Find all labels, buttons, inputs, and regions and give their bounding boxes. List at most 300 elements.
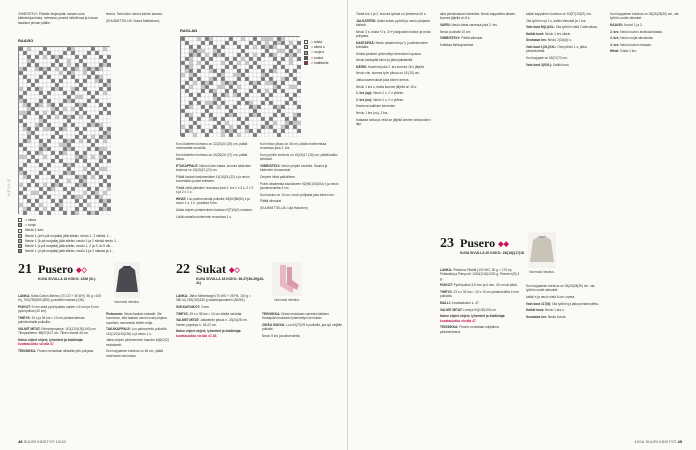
socks-photo	[272, 262, 302, 296]
chart-cell	[273, 89, 277, 93]
chart-cell	[19, 99, 23, 103]
chart-cell	[67, 99, 71, 103]
chart-cell	[229, 37, 233, 41]
chart-cell	[225, 101, 229, 105]
chart-cell	[31, 107, 35, 111]
para-heading: KÄRKI:	[356, 64, 368, 69]
chart-cell	[221, 53, 225, 57]
chart-cell	[201, 121, 205, 125]
chart-cell	[31, 175, 35, 179]
chart-cell	[249, 93, 253, 97]
chart-cell	[189, 121, 193, 125]
chart-cell	[43, 187, 47, 191]
chart-cell	[67, 155, 71, 159]
chart-cell	[293, 101, 297, 105]
chart-cell	[103, 103, 107, 107]
chart-cell	[237, 125, 241, 129]
para	[260, 142, 340, 151]
chart-cell	[107, 91, 111, 95]
chart-cell	[99, 115, 103, 119]
chart-cell	[95, 75, 99, 79]
para	[260, 175, 340, 179]
chart-cell	[27, 131, 31, 135]
chart-cell	[217, 121, 221, 125]
chart-cell	[205, 69, 209, 73]
chart-cell	[181, 41, 185, 45]
chart-cell	[51, 103, 55, 107]
chart-cell	[99, 195, 103, 199]
chart-cell	[249, 97, 253, 101]
chart-cell	[71, 95, 75, 99]
top-note	[106, 12, 168, 30]
chart-cell	[217, 109, 221, 113]
chart-cell	[71, 167, 75, 171]
chart-cell	[245, 125, 249, 129]
chart-cell	[83, 67, 87, 71]
chart-cell	[67, 91, 71, 95]
chart-cell	[185, 117, 189, 121]
chart-cell	[91, 75, 95, 79]
chart-cell	[87, 207, 91, 211]
chart-cell	[285, 77, 289, 81]
chart-cell	[99, 147, 103, 151]
legend-swatch	[18, 223, 22, 227]
chart-cell	[91, 59, 95, 63]
chart-cell	[257, 81, 261, 85]
chart-cell	[103, 75, 107, 79]
para-text: Jatka kavennukset joka toinen kerros.	[356, 77, 410, 82]
chart-cell	[71, 87, 75, 91]
issue-number: 10/16	[55, 439, 66, 444]
chart-cell	[23, 99, 27, 103]
para-text: Pusero neulotaan alhaalta ylös pohjana.	[37, 349, 95, 353]
chart-cell	[261, 133, 265, 137]
chart-cell	[269, 81, 273, 85]
chart-cell	[281, 77, 285, 81]
para-text: kaikki s ja neulo vielä 6 cm, lopeta.	[526, 295, 576, 299]
chart-cell	[91, 203, 95, 207]
chart-cell	[233, 77, 237, 81]
chart-cell	[265, 61, 269, 65]
top-note-text: teema. Tata luiton riemut kahvin kanssa.	[106, 12, 163, 16]
chart-cell	[103, 99, 107, 103]
chart-cell	[23, 183, 27, 187]
chart-cell	[249, 121, 253, 125]
chart-cell	[289, 117, 293, 121]
chart-cell	[31, 143, 35, 147]
chart-cell	[67, 59, 71, 63]
chart-cell	[47, 115, 51, 119]
para-text: Neulo toista varressa joka 2. krs.	[451, 23, 498, 27]
para-text: 23 s x 32 krs = 10 x 10 cm pintaneuletta 4 mm puikoilla.	[440, 290, 519, 299]
chart-cell	[71, 199, 75, 203]
chart-cell	[185, 77, 189, 81]
chart-cell	[47, 119, 51, 123]
chart-cell	[79, 67, 83, 71]
para	[356, 19, 434, 28]
chart-cell	[67, 171, 71, 175]
chart-cell	[281, 113, 285, 117]
chart-cell	[67, 107, 71, 111]
chart-cell	[245, 109, 249, 113]
chart-cell	[63, 195, 67, 199]
chart-cell	[67, 47, 71, 51]
para-heading: JALKATERÄ:	[356, 18, 377, 23]
chart-cell	[35, 91, 39, 95]
chart-cell	[67, 111, 71, 115]
chart-cell	[67, 211, 71, 215]
chart-cell	[293, 85, 297, 89]
chart-cell	[51, 87, 55, 91]
chart-cell	[107, 207, 111, 211]
chart-cell	[213, 125, 217, 129]
para	[356, 58, 434, 62]
chart-cell	[261, 97, 265, 101]
para	[18, 294, 102, 303]
chart-cell	[23, 55, 27, 59]
chart-cell	[209, 109, 213, 113]
chart-cell	[55, 123, 59, 127]
chart-cell	[253, 89, 257, 93]
chart-cell	[269, 129, 273, 133]
chart-cell	[245, 41, 249, 45]
legend-swatch	[18, 234, 22, 238]
para-link[interactable]: kuvataulukko sivulla 47.	[18, 342, 55, 347]
para-text: Luo palmunneulla puikoille 48(52)56(60) s ja neulo 1 s, 1 n -joustinta 5 krs.	[176, 197, 250, 206]
chart-cell	[67, 159, 71, 163]
chart-cell	[241, 77, 245, 81]
page-footer-right	[634, 439, 682, 444]
chart-cell	[55, 127, 59, 131]
chart-cell	[241, 109, 245, 113]
chart-cell	[261, 57, 265, 61]
chart-cell	[189, 109, 193, 113]
chart-cell	[209, 89, 213, 93]
chart-cell	[47, 139, 51, 143]
chart-cell	[193, 41, 197, 45]
chart-cell	[31, 207, 35, 211]
para-link[interactable]: kuvataulukko sivulla 47.	[440, 318, 477, 323]
chart-cell	[47, 159, 51, 163]
chart-cell	[185, 133, 189, 137]
para-text: Kun kädenten korkeus on 22(23)24 (25) cm, päätä molemmilta reunoilta.	[176, 142, 248, 151]
chart-cell	[99, 159, 103, 163]
chart-cell	[99, 103, 103, 107]
para-text: 3 mm.	[200, 305, 210, 309]
chart-cell	[273, 57, 277, 61]
para	[610, 36, 688, 40]
chart-cell	[63, 119, 67, 123]
chart-cell	[99, 127, 103, 131]
chart-cell	[237, 37, 241, 41]
chart-cell	[47, 167, 51, 171]
chart-cell	[181, 61, 185, 65]
chart-cell	[257, 69, 261, 73]
chart-cell	[265, 121, 269, 125]
chart-cell	[237, 97, 241, 101]
para-text: Neulo 5 krs joustinneuletta.	[262, 334, 301, 338]
para-heading: PUIKOT:	[440, 283, 453, 288]
chart-cell	[221, 113, 225, 117]
chart-cell	[197, 109, 201, 113]
chart-cell	[273, 45, 277, 49]
chart-cell	[277, 81, 281, 85]
para-text: kaikki kappaleen korkeus on 52(57)15(57) cm.	[526, 12, 592, 16]
chart-cell	[55, 67, 59, 71]
chart-cell	[55, 159, 59, 163]
chart-cell	[269, 125, 273, 129]
chart-cell	[55, 75, 59, 79]
chart-cell	[71, 99, 75, 103]
chart-cell	[273, 133, 277, 137]
chart-cell	[293, 117, 297, 121]
chart-cell	[67, 191, 71, 195]
para-link[interactable]: kuvataulukko sivulla 47-48.	[176, 333, 218, 338]
chart-cell	[277, 89, 281, 93]
chart-cell	[261, 113, 265, 117]
chart-cell	[31, 155, 35, 159]
chart-cell	[245, 37, 249, 41]
chart-cell	[107, 95, 111, 99]
chart-cell	[221, 49, 225, 53]
chart-cell	[103, 131, 107, 135]
chart-cell	[67, 63, 71, 67]
chart-cell	[233, 129, 237, 133]
designer-credit: (SUUNNITTELIJA: Lilja Hakonen)	[260, 205, 308, 210]
chart-cell	[31, 151, 35, 155]
chart-cell	[31, 71, 35, 75]
chart-cell	[213, 89, 217, 93]
chart-cell	[55, 91, 59, 95]
chart-cell	[253, 125, 257, 129]
para-text: Ota työhön ja jatka pintaneuletta.	[552, 301, 599, 306]
chart-cell	[245, 89, 249, 93]
chart-cell	[95, 139, 99, 143]
para-text: Kun hihan pituus on 46 cm, päätä molemmissa reunoissa joka 2. krs.	[260, 142, 327, 151]
top-note-designer: (SUUNNITTELIJA: Noora Matikainen)	[106, 18, 160, 23]
chart-cell	[185, 101, 189, 105]
chart-cell	[293, 57, 297, 61]
chart-cell	[205, 125, 209, 129]
chart-cell	[277, 73, 281, 77]
para	[526, 45, 604, 54]
chart-cell	[51, 143, 55, 147]
chart-cell	[83, 135, 87, 139]
chart-cell	[233, 85, 237, 89]
chart-cell	[75, 115, 79, 119]
chart-cell	[71, 127, 75, 131]
chart-cell	[281, 73, 285, 77]
chart-cell	[297, 97, 301, 101]
chart-cell	[63, 107, 67, 111]
chart-cell	[241, 85, 245, 89]
chart-cell	[71, 211, 75, 215]
chart-cell	[253, 97, 257, 101]
chart-cell	[241, 125, 245, 129]
chart-cell	[233, 53, 237, 57]
chart-cell	[103, 203, 107, 207]
chart-cell	[91, 159, 95, 163]
chart-cell	[63, 191, 67, 195]
chart-cell	[83, 115, 87, 119]
chart-cell	[99, 71, 103, 75]
chart-cell	[91, 111, 95, 115]
chart-cell	[91, 167, 95, 171]
chart-cell	[253, 129, 257, 133]
chart-cell	[197, 45, 201, 49]
chart-cell	[67, 67, 71, 71]
chart-cell	[35, 163, 39, 167]
chart-cell	[19, 155, 23, 159]
chart-cell	[277, 105, 281, 109]
chart-cell	[95, 183, 99, 187]
chart-cell	[103, 115, 107, 119]
chart-cell	[83, 195, 87, 199]
chart-cell	[185, 125, 189, 129]
chart-cell	[209, 97, 213, 101]
chart-cell	[107, 103, 111, 107]
chart-cell	[99, 211, 103, 215]
chart-cell	[257, 105, 261, 109]
para	[356, 91, 434, 95]
chart-cell	[95, 99, 99, 103]
chart-cell	[107, 55, 111, 59]
chart-cell	[59, 211, 63, 215]
chart-cell	[257, 37, 261, 41]
para	[526, 284, 602, 293]
chart-cell	[225, 65, 229, 69]
chart-cell	[213, 121, 217, 125]
chart-cell	[39, 111, 43, 115]
chart-cell	[51, 207, 55, 211]
chart-cell	[213, 133, 217, 137]
chart-cell	[221, 105, 225, 109]
chart-cell	[19, 131, 23, 135]
chart-cell	[19, 151, 23, 155]
chart-cell	[71, 183, 75, 187]
chart-cell	[39, 75, 43, 79]
chart-cell	[91, 147, 95, 151]
chart-cell	[39, 51, 43, 55]
chart-cell	[71, 83, 75, 87]
chart-cell	[71, 159, 75, 163]
chart-cell	[39, 175, 43, 179]
para-text: Neulo kuviot.	[547, 314, 567, 319]
chart-cell	[225, 61, 229, 65]
chart-cell	[229, 45, 233, 49]
chart-cell	[285, 97, 289, 101]
chart-cell	[249, 77, 253, 81]
chart2-label: RAGLAN	[180, 28, 198, 33]
chart-cell	[71, 139, 75, 143]
legend-text: = mallikerta	[311, 60, 329, 65]
chart-cell	[83, 151, 87, 155]
chart-cell	[273, 81, 277, 85]
chart-cell	[103, 123, 107, 127]
chart-cell	[27, 199, 31, 203]
chart-cell	[241, 105, 245, 109]
chart-cell	[19, 143, 23, 147]
chart-cell	[229, 125, 233, 129]
chart-cell	[103, 91, 107, 95]
difficulty-icon: ◆◆	[498, 240, 509, 249]
chart-cell	[91, 179, 95, 183]
chart-cell	[63, 155, 67, 159]
chart-cell	[209, 105, 213, 109]
chart-cell	[59, 123, 63, 127]
chart-cell	[39, 119, 43, 123]
chart-cell	[23, 83, 27, 87]
chart-cell	[23, 211, 27, 215]
chart-cell	[233, 41, 237, 45]
para-text: Katia Cotton-Merino (70 CO + 30 WV), 50 g =105 m), 700(750)800 (850) g rasberin/ruskea (136).	[18, 294, 101, 303]
chart-cell	[35, 131, 39, 135]
chart-cell	[189, 113, 193, 117]
chart-cell	[59, 95, 63, 99]
chart-cell	[201, 45, 205, 49]
pattern23-yoke	[610, 12, 688, 432]
chart-cell	[23, 107, 27, 111]
chart-cell	[75, 179, 79, 183]
chart-cell	[253, 45, 257, 49]
para	[356, 30, 434, 39]
chart-cell	[67, 103, 71, 107]
pattern-subtitle: KUVA SIVULLA 20 KOKO: 15/(16)/(17)18	[460, 251, 524, 255]
chart-cell	[39, 99, 43, 103]
chart-cell	[35, 155, 39, 159]
chart-cell	[95, 207, 99, 211]
chart-cell	[35, 127, 39, 131]
chart-cell	[75, 75, 79, 79]
para	[610, 30, 688, 34]
chart-cell	[39, 103, 43, 107]
chart-cell	[27, 163, 31, 167]
chart-cell	[59, 155, 63, 159]
chart-cell	[107, 51, 111, 55]
chart-cell	[91, 175, 95, 179]
magazine-title: SUURI KÄSITYÖ	[23, 439, 55, 444]
chart-cell	[103, 151, 107, 155]
chart-cell	[201, 73, 205, 77]
para	[176, 153, 254, 162]
chart-cell	[277, 57, 281, 61]
chart-cell	[289, 65, 293, 69]
chart-cell	[189, 61, 193, 65]
chart-cell	[87, 159, 91, 163]
chart-cell	[107, 111, 111, 115]
chart-cell	[19, 71, 23, 75]
chart-cell	[261, 93, 265, 97]
chart-cell	[265, 65, 269, 69]
chart-cell	[79, 87, 83, 91]
chart-cell	[95, 71, 99, 75]
chart-cell	[225, 53, 229, 57]
chart-cell	[189, 41, 193, 45]
chart-cell	[59, 163, 63, 167]
chart-cell	[209, 85, 213, 89]
chart-cell	[221, 73, 225, 77]
chart-cell	[189, 125, 193, 129]
chart-cell	[43, 75, 47, 79]
chart-cell	[289, 73, 293, 77]
para-text: Toista krs 1 ja 2, kunnes työssä on yhteensä 46 s.	[356, 12, 427, 16]
chart-cell	[107, 127, 111, 131]
chart-cell	[83, 107, 87, 111]
chart-cell	[43, 99, 47, 103]
chart-cell	[229, 69, 233, 73]
chart-cell	[47, 187, 51, 191]
chart-cell	[107, 123, 111, 127]
